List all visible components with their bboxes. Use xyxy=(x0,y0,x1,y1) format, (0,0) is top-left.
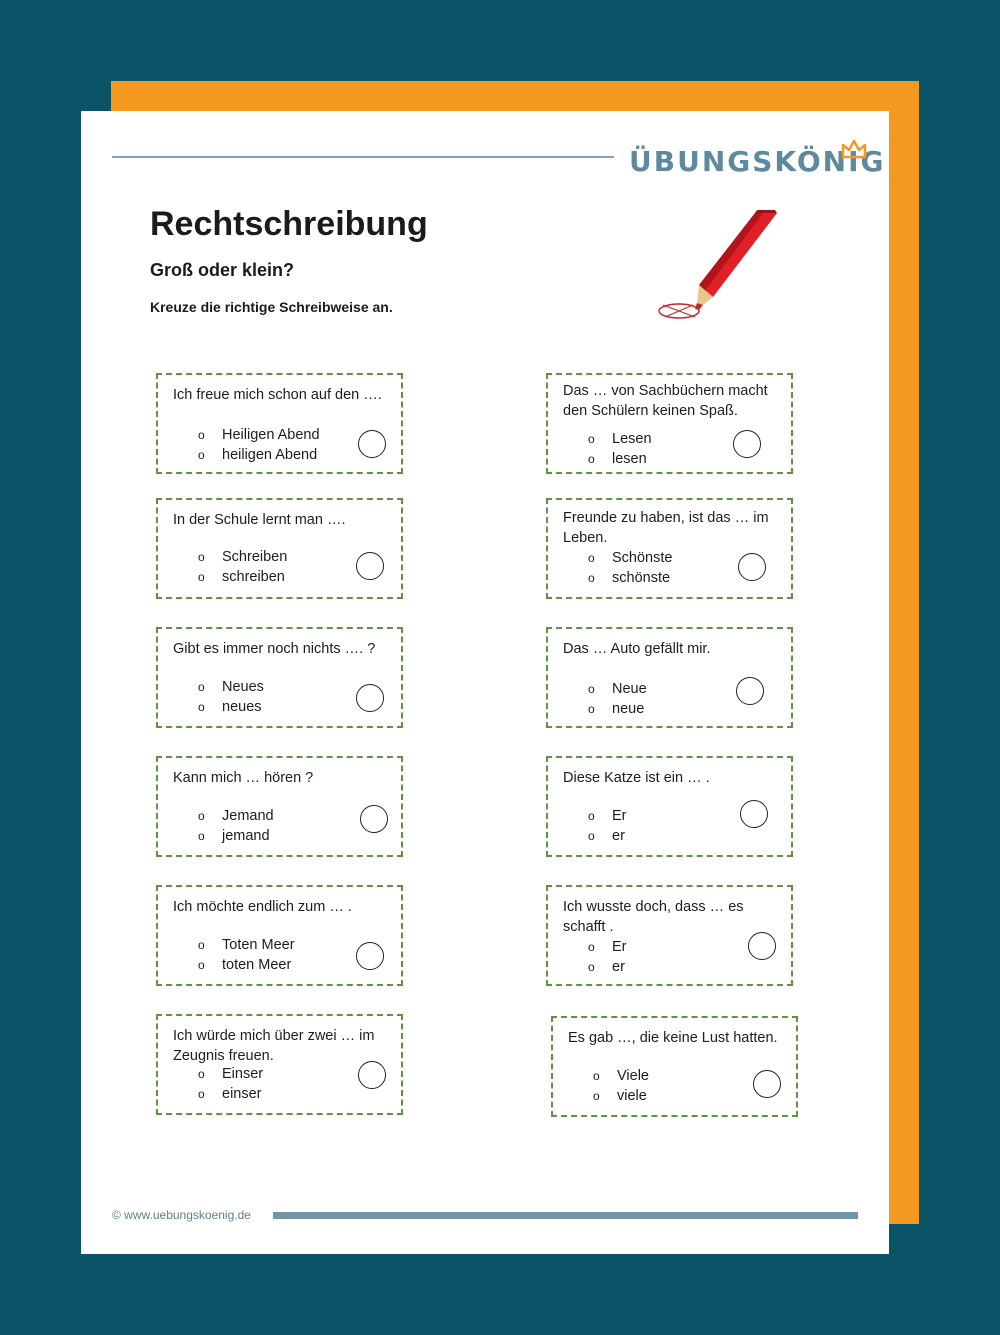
exercise-question: Kann mich … hören ? xyxy=(173,770,314,786)
footer-divider xyxy=(273,1212,858,1219)
bullet-icon: o xyxy=(593,1069,600,1083)
option-list xyxy=(198,1064,263,1104)
crown-icon xyxy=(841,139,867,159)
answer-circle[interactable] xyxy=(358,1061,386,1089)
option-list xyxy=(588,679,647,719)
answer-circle[interactable] xyxy=(360,805,388,833)
option-label: Er xyxy=(612,939,627,955)
option-label: Schönste xyxy=(612,550,673,566)
bullet-icon: o xyxy=(198,448,205,462)
option-label: viele xyxy=(617,1088,647,1104)
exercise-card xyxy=(156,885,403,986)
option-label: Neues xyxy=(222,679,264,695)
option-list xyxy=(198,935,295,975)
option-label: Heiligen Abend xyxy=(222,427,320,443)
option-label: Lesen xyxy=(612,431,652,447)
option-item xyxy=(588,826,627,846)
option-item xyxy=(198,677,264,697)
bullet-icon: o xyxy=(588,571,595,585)
exercise-question: Das … von Sachbüchern macht den Schülern keinen Spaß. xyxy=(563,383,768,419)
option-label: Er xyxy=(612,808,627,824)
option-label: er xyxy=(612,959,625,975)
answer-circle[interactable] xyxy=(748,932,776,960)
option-list xyxy=(588,806,627,846)
exercise-card xyxy=(551,1016,798,1117)
bullet-icon: o xyxy=(198,938,205,952)
exercise-card xyxy=(156,373,403,474)
exercise-card xyxy=(156,627,403,728)
option-item xyxy=(198,697,264,717)
option-label: Viele xyxy=(617,1068,649,1084)
exercise-question: In der Schule lernt man …. xyxy=(173,512,346,528)
option-item xyxy=(198,547,287,567)
bullet-icon: o xyxy=(588,829,595,843)
option-item xyxy=(198,955,295,975)
answer-circle[interactable] xyxy=(733,430,761,458)
bullet-icon: o xyxy=(198,570,205,584)
option-label: neue xyxy=(612,701,645,717)
bullet-icon: o xyxy=(198,829,205,843)
option-label: einser xyxy=(222,1086,262,1102)
answer-circle[interactable] xyxy=(358,430,386,458)
exercise-card xyxy=(156,1014,403,1115)
option-item xyxy=(593,1066,649,1086)
option-list xyxy=(198,806,274,846)
answer-circle[interactable] xyxy=(356,552,384,580)
option-label: jemand xyxy=(222,828,270,844)
option-item xyxy=(588,806,627,826)
option-label: neues xyxy=(222,699,262,715)
page-title: Rechtschreibung xyxy=(150,205,428,243)
bullet-icon: o xyxy=(588,940,595,954)
option-item xyxy=(198,425,320,445)
answer-circle[interactable] xyxy=(738,553,766,581)
bullet-icon: o xyxy=(198,700,205,714)
option-list xyxy=(588,429,652,469)
exercise-question: Es gab …, die keine Lust hatten. xyxy=(568,1030,778,1046)
exercise-card xyxy=(546,885,793,986)
exercise-question: Ich freue mich schon auf den …. xyxy=(173,387,382,403)
option-label: lesen xyxy=(612,451,647,467)
option-item xyxy=(588,937,627,957)
bullet-icon: o xyxy=(588,551,595,565)
exercise-question: Freunde zu haben, ist das … im Leben. xyxy=(563,510,769,546)
option-list xyxy=(588,937,627,977)
option-list xyxy=(593,1066,649,1106)
exercise-card xyxy=(546,627,793,728)
exercise-question: Gibt es immer noch nichts …. ? xyxy=(173,641,376,657)
answer-circle[interactable] xyxy=(740,800,768,828)
bullet-icon: o xyxy=(588,960,595,974)
option-item xyxy=(588,568,672,588)
page-subtitle: Groß oder klein? xyxy=(150,260,295,280)
exercise-question: Ich möchte endlich zum … . xyxy=(173,899,352,915)
bullet-icon: o xyxy=(588,432,595,446)
option-item xyxy=(198,1064,263,1084)
brand-logo xyxy=(629,143,886,183)
bullet-icon: o xyxy=(588,702,595,716)
option-list xyxy=(588,548,672,588)
option-list xyxy=(198,677,264,717)
bullet-icon: o xyxy=(588,809,595,823)
option-list xyxy=(198,425,320,465)
bullet-icon: o xyxy=(198,1087,205,1101)
option-item xyxy=(593,1086,649,1106)
option-label: Einser xyxy=(222,1066,264,1082)
answer-circle[interactable] xyxy=(753,1070,781,1098)
logo-text: ÜBUNGSKÖNIG xyxy=(629,145,886,178)
exercise-question: Diese Katze ist ein … . xyxy=(563,770,710,786)
bullet-icon: o xyxy=(198,680,205,694)
exercise-card xyxy=(546,498,793,599)
option-item xyxy=(588,699,647,719)
bullet-icon: o xyxy=(198,550,205,564)
option-item xyxy=(588,548,672,568)
header-divider xyxy=(112,156,614,158)
bullet-icon: o xyxy=(198,809,205,823)
exercise-question: Ich wusste doch, dass … es schafft . xyxy=(563,899,744,935)
option-label: heiligen Abend xyxy=(222,447,318,463)
option-item xyxy=(588,957,627,977)
option-label: Toten Meer xyxy=(222,937,295,953)
exercise-card xyxy=(546,756,793,857)
option-item xyxy=(198,935,295,955)
option-item xyxy=(588,449,652,469)
exercise-card xyxy=(546,373,793,474)
option-label: schreiben xyxy=(222,569,285,585)
exercise-question: Das … Auto gefällt mir. xyxy=(563,641,711,657)
option-list xyxy=(198,547,287,587)
bullet-icon: o xyxy=(198,1067,205,1081)
option-label: Neue xyxy=(612,681,647,697)
option-item xyxy=(198,826,274,846)
answer-circle[interactable] xyxy=(356,684,384,712)
option-item xyxy=(198,1084,263,1104)
exercise-card xyxy=(156,756,403,857)
answer-circle[interactable] xyxy=(356,942,384,970)
option-label: Jemand xyxy=(222,808,274,824)
option-item xyxy=(198,567,287,587)
option-label: schönste xyxy=(612,570,671,586)
option-label: er xyxy=(612,828,625,844)
option-item xyxy=(588,429,652,449)
bullet-icon: o xyxy=(588,452,595,466)
bullet-icon: o xyxy=(198,428,205,442)
instruction-text: Kreuze die richtige Schreibweise an. xyxy=(150,299,393,315)
option-label: Schreiben xyxy=(222,549,288,565)
option-item xyxy=(198,806,274,826)
bullet-icon: o xyxy=(198,958,205,972)
answer-circle[interactable] xyxy=(736,677,764,705)
option-label: toten Meer xyxy=(222,957,292,973)
option-item xyxy=(588,679,647,699)
red-pencil-icon xyxy=(651,207,791,325)
exercise-question: Ich würde mich über zwei … im Zeugnis freuen. xyxy=(173,1028,375,1064)
worksheet-page xyxy=(81,111,889,1254)
bullet-icon: o xyxy=(588,682,595,696)
bullet-icon: o xyxy=(593,1089,600,1103)
footer-website-link[interactable]: © www.uebungskoenig.de xyxy=(112,1208,251,1222)
exercise-card xyxy=(156,498,403,599)
option-item xyxy=(198,445,320,465)
